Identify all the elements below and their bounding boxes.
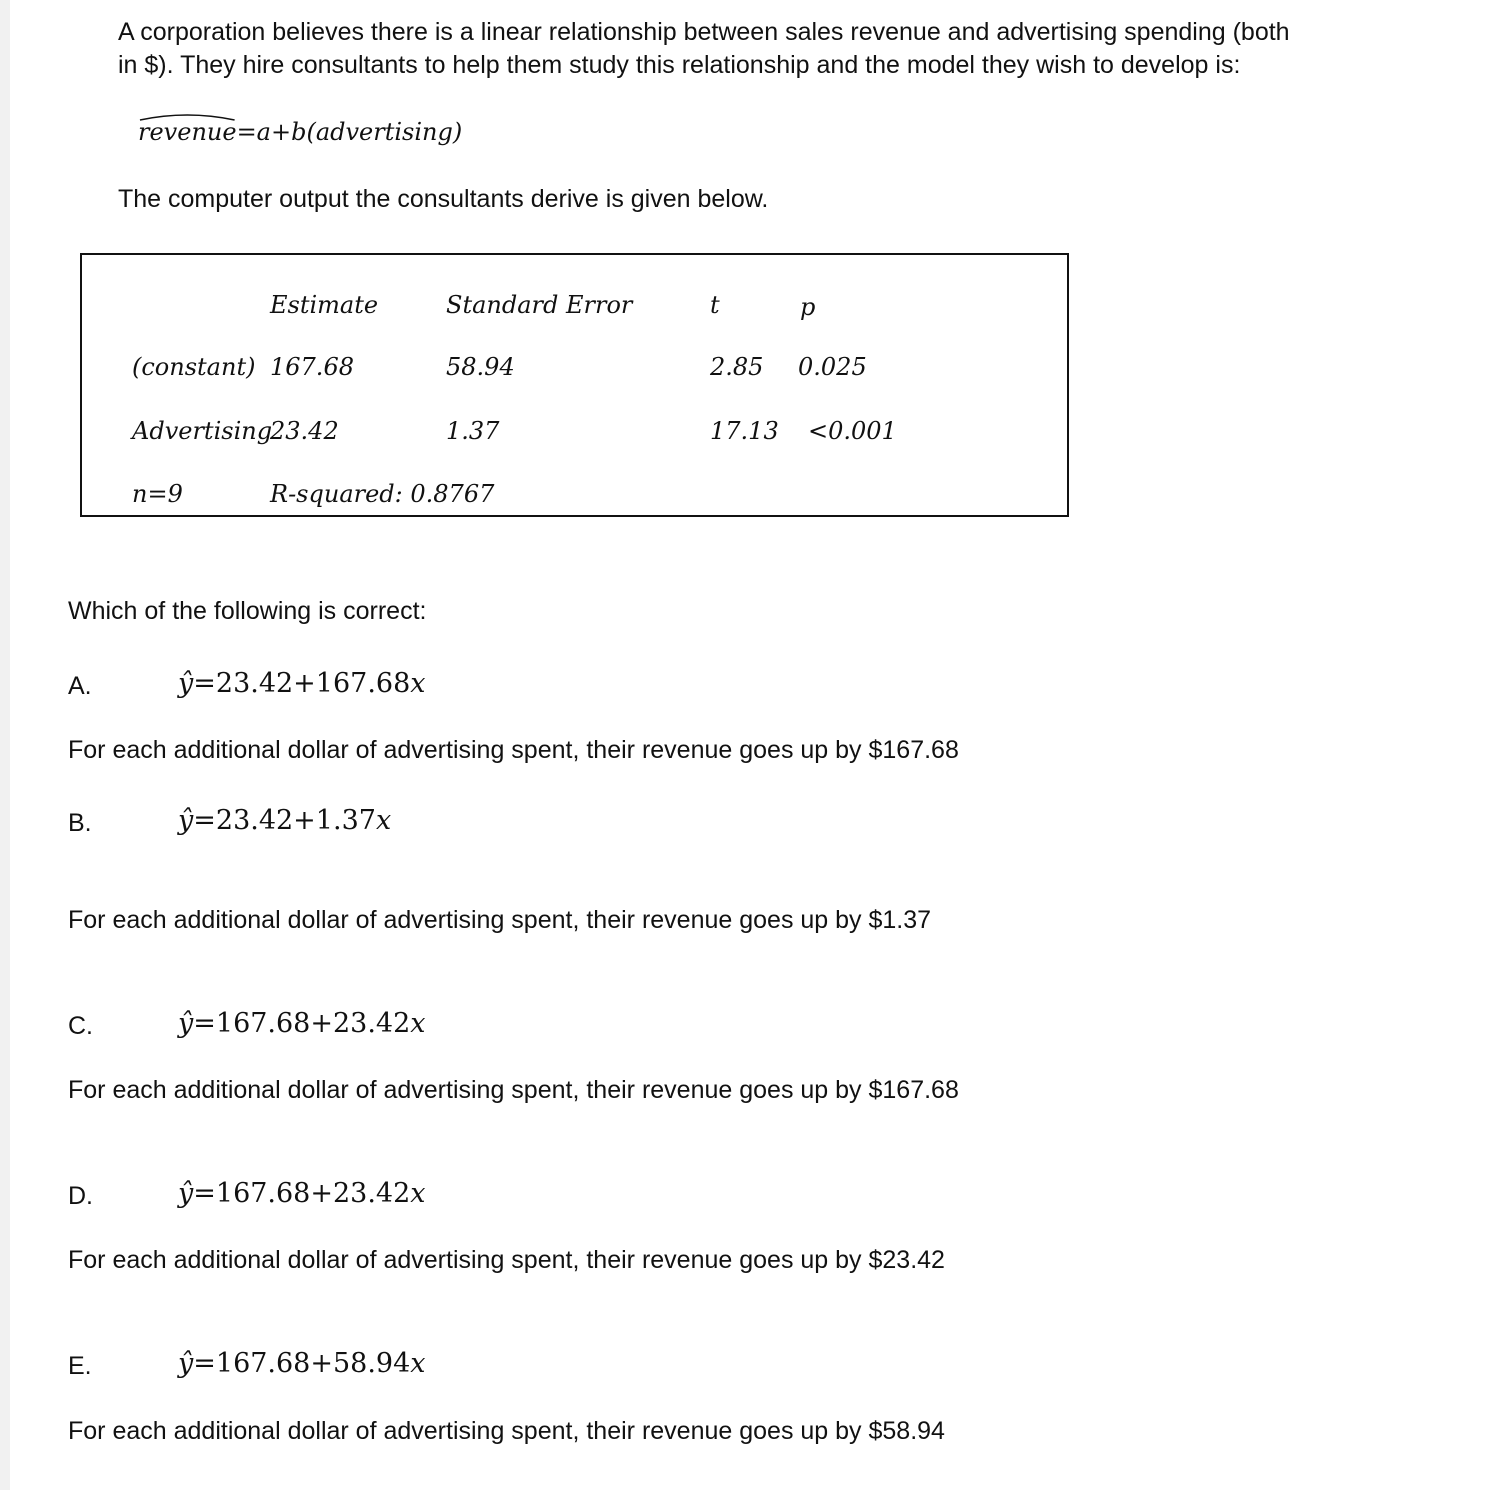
x-variable: x xyxy=(375,805,392,836)
option-c-letter: C. xyxy=(68,1012,93,1040)
row-advertising-std-error: 1.37 xyxy=(446,417,500,445)
option-a-equation xyxy=(178,668,426,699)
wide-hat-accent xyxy=(138,112,237,122)
regression-output-table xyxy=(80,253,1069,517)
model-lhs: revenue xyxy=(138,118,237,146)
y-hat-symbol: ŷ xyxy=(178,1348,194,1379)
model-equation xyxy=(138,118,462,146)
option-c-equation xyxy=(178,1008,426,1039)
option-a-letter: A. xyxy=(68,672,92,700)
option-e-equation xyxy=(178,1348,426,1379)
option-d-letter: D. xyxy=(68,1182,93,1210)
y-hat-symbol: ŷ xyxy=(178,668,194,699)
row-advertising-p: <0.001 xyxy=(808,417,897,445)
row-constant-std-error: 58.94 xyxy=(446,353,515,381)
page-margin-strip xyxy=(0,0,10,1490)
option-e-letter: E. xyxy=(68,1352,92,1380)
row-constant-estimate: 167.68 xyxy=(270,353,354,381)
option-b-description: For each additional dollar of advertising spent, their revenue goes up by $1.37 xyxy=(68,906,932,934)
header-p: p xyxy=(800,293,816,321)
x-variable: x xyxy=(410,668,426,699)
row-advertising-estimate: 23.42 xyxy=(270,417,339,445)
header-std-error: Standard Error xyxy=(446,291,633,319)
r-squared: R-squared: 0.8767 xyxy=(270,480,495,508)
y-hat-symbol: ŷ xyxy=(178,1008,194,1039)
output-intro: The computer output the consultants derive is given below. xyxy=(118,185,769,213)
header-estimate: Estimate xyxy=(270,291,379,319)
row-advertising-t: 17.13 xyxy=(710,417,779,445)
option-b-letter: B. xyxy=(68,809,92,837)
row-constant-p: 0.025 xyxy=(798,353,867,381)
option-d-coefficients: =167.68+23.42 xyxy=(193,1178,411,1209)
row-advertising-label: Advertising xyxy=(132,417,273,445)
intro-line-2: in $). They hire consultants to help them study this relationship and the model they wish to develop is: xyxy=(118,51,1241,79)
option-b-equation xyxy=(178,805,391,836)
question-prompt: Which of the following is correct: xyxy=(68,597,427,625)
revenue-hat xyxy=(138,118,237,146)
model-rhs: =a+b(advertising) xyxy=(236,118,463,146)
row-constant-t: 2.85 xyxy=(710,353,764,381)
option-c-coefficients: =167.68+23.42 xyxy=(193,1008,411,1039)
option-b-coefficients: =23.42+1.37 xyxy=(193,805,376,836)
option-e-coefficients: =167.68+58.94 xyxy=(193,1348,411,1379)
x-variable: x xyxy=(410,1348,426,1379)
option-a-coefficients: =23.42+167.68 xyxy=(193,668,411,699)
option-a-description: For each additional dollar of advertising spent, their revenue goes up by $167.68 xyxy=(68,736,959,764)
row-constant-label: (constant) xyxy=(132,353,256,381)
y-hat-symbol: ŷ xyxy=(178,805,194,836)
intro-line-1: A corporation believes there is a linear relationship between sales revenue and advertising spending (both xyxy=(118,18,1290,46)
y-hat-symbol: ŷ xyxy=(178,1178,194,1209)
option-e-description: For each additional dollar of advertising spent, their revenue goes up by $58.94 xyxy=(68,1417,945,1445)
x-variable: x xyxy=(410,1008,426,1039)
option-d-description: For each additional dollar of advertising spent, their revenue goes up by $23.42 xyxy=(68,1246,945,1274)
sample-size: n=9 xyxy=(132,480,183,508)
x-variable: x xyxy=(410,1178,426,1209)
header-t: t xyxy=(710,291,720,319)
option-c-description: For each additional dollar of advertising spent, their revenue goes up by $167.68 xyxy=(68,1076,959,1104)
option-d-equation xyxy=(178,1178,426,1209)
